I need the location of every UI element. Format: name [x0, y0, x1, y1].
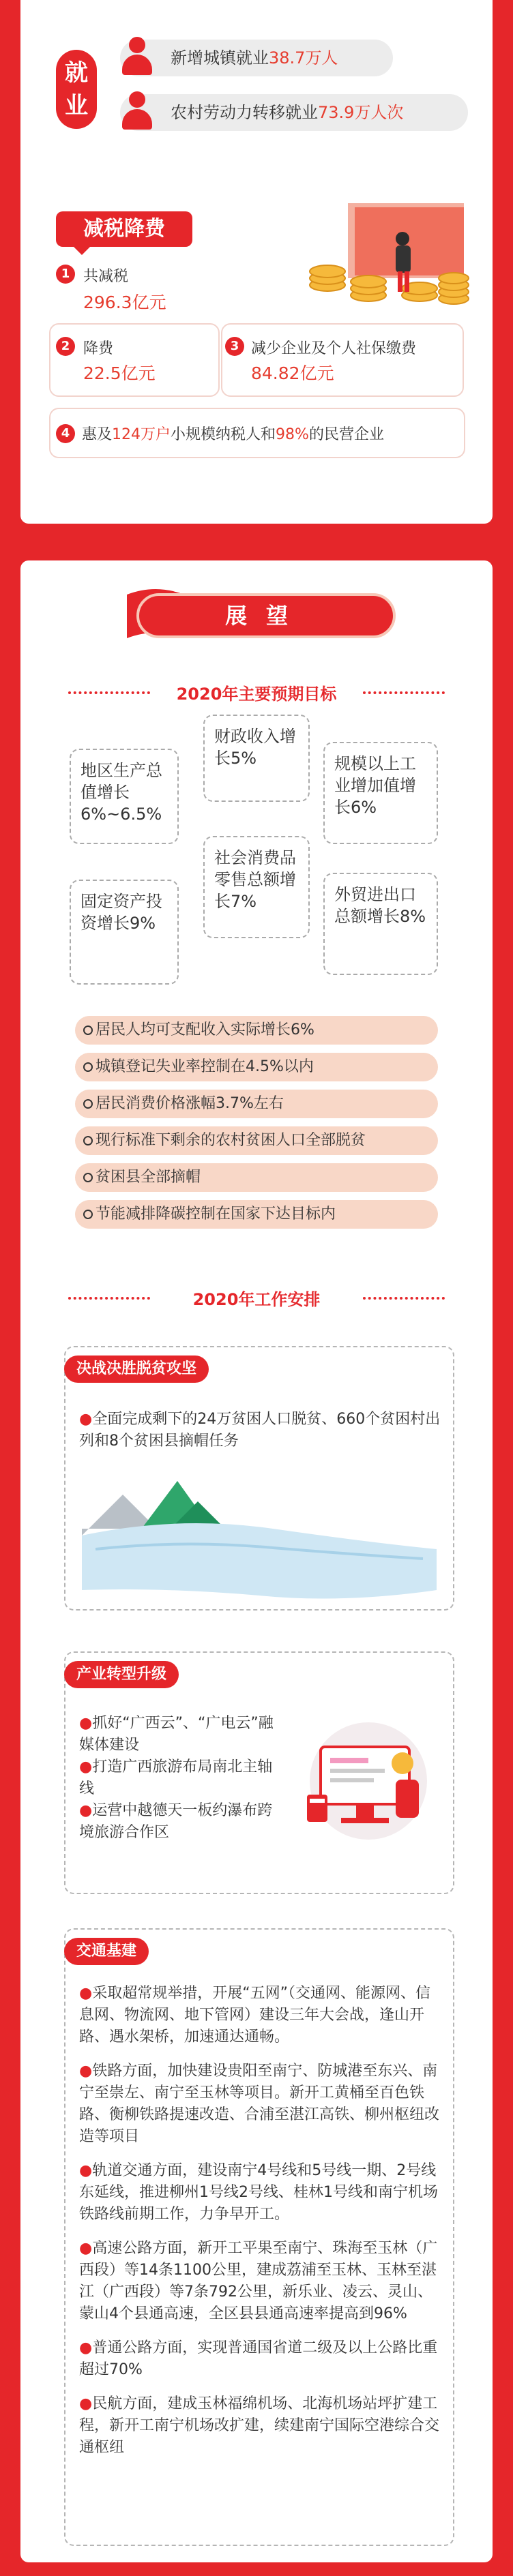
- circle-icon: [83, 1210, 93, 1219]
- social-insurance-value: 84.82亿元: [251, 363, 334, 383]
- poverty-tag: 决战决胜脱贫攻坚: [64, 1356, 209, 1383]
- goal-retail: 社会消费品零售总额增长7%: [203, 836, 310, 938]
- person-icon: [119, 91, 156, 132]
- media-illustration: [293, 1720, 443, 1842]
- transport-list: [79, 1983, 441, 2471]
- circle-icon: [83, 1062, 93, 1072]
- industry-tag: 产业转型升级: [64, 1661, 179, 1688]
- fee-number-badge: 2: [56, 337, 75, 356]
- poverty-text: ●全面完成剩下的24万贫困人口脱贫、660个贫困村出列和8个贫困县摘帽任务: [79, 1411, 441, 1450]
- tax-section-tag: 减税降费: [56, 211, 192, 247]
- urban-employment-pill: [120, 40, 393, 76]
- outlook-card: [20, 560, 493, 2562]
- divider: [363, 691, 445, 694]
- industry-list: [79, 1713, 281, 1844]
- fee-reduction-label: 降费: [83, 340, 114, 357]
- rural-transfer-value: 73.9万人次: [318, 103, 404, 122]
- inclusive-number-badge: 4: [56, 424, 75, 443]
- tax-cut-value: 296.3亿元: [83, 293, 166, 312]
- tax-cut-label: 共减税: [83, 268, 129, 285]
- inclusive-text: 惠及124万户小规模纳税人和98%的民营企业: [82, 426, 384, 443]
- urban-employment-label: 新增城镇就业: [171, 48, 269, 68]
- target-item: 现行标准下剩余的农村贫困人口全部脱贫: [75, 1126, 438, 1155]
- target-item: 居民消费价格涨幅3.7%左右: [75, 1090, 438, 1118]
- list-item: ●民航方面，建成玉林福绵机场、北海机场站坪扩建工程，新开工南宁机场改扩建，续建南宁国际空港综合交通枢纽: [79, 2395, 440, 2456]
- circle-icon: [83, 1173, 93, 1182]
- target-item: 居民人均可支配收入实际增长6%: [75, 1016, 438, 1045]
- target-item: 城镇登记失业率控制在4.5%以内: [75, 1053, 438, 1081]
- circle-icon: [83, 1099, 93, 1109]
- rural-transfer-label: 农村劳动力转移就业: [171, 103, 318, 122]
- target-item: 节能减排降碳控制在国家下达目标内: [75, 1200, 438, 1229]
- circle-icon: [83, 1136, 93, 1145]
- list-item: ●铁路方面，加快建设贵阳至南宁、防城港至东兴、南宁至崇左、南宁至玉林等项目。新开工黄桶至百色铁路、衡柳铁路提速改造、合浦至湛江高铁、柳州枢纽改造等项目: [79, 2063, 440, 2145]
- person-icon: [119, 37, 156, 78]
- mountain-illustration: [82, 1474, 437, 1604]
- outlook-ribbon-title: 展望: [136, 593, 396, 638]
- tax-number-badge: 1: [56, 265, 75, 284]
- list-item: ●采取超常规举措，开展“五网”（交通网、能源网、信息网、物流网、地下管网）建设三年大会战，逢山开路、遇水架桥，加速通达通畅。: [79, 1985, 430, 2046]
- goal-investment: 固定资产投资增长9%: [70, 880, 179, 985]
- list-item: ●打造广西旅游布局南北主轴线: [79, 1758, 273, 1797]
- list-item: ●轨道交通方面，建设南宁4号线和5号线一期、2号线东延线，推进柳州1号线2号线、桂林1号线和南宁机场铁路线前期工作，力争早开工。: [79, 2162, 438, 2223]
- rural-transfer-pill: [120, 94, 468, 131]
- list-item: ●普通公路方面，实现普通国省道二级及以上公路比重超过70%: [79, 2339, 438, 2378]
- goal-gdp: 地区生产总值增长6%~6.5%: [70, 749, 179, 844]
- goal-revenue: 财政收入增长5%: [203, 715, 310, 802]
- employment-section-title: 就业: [56, 50, 97, 129]
- divider: [363, 1297, 445, 1300]
- social-insurance-label: 减少企业及个人社保缴费: [251, 340, 417, 357]
- goals-title: 2020年主要预期目标: [176, 685, 337, 704]
- urban-employment-value: 38.7万人: [269, 48, 338, 68]
- transport-tag: 交通基建: [64, 1938, 149, 1965]
- fee-reduction-value: 22.5亿元: [83, 363, 156, 383]
- work-title: 2020年工作安排: [192, 1290, 321, 1309]
- summary-card: [20, 0, 493, 524]
- social-number-badge: 3: [225, 337, 244, 356]
- coins-illustration: [300, 203, 471, 312]
- list-item: ●高速公路方面，新开工平果至南宁、珠海至玉林（广西段）等14条1100公里，建成荔浦至玉林、玉林至湛江（广西段）等7条792公里，新乐业、凌云、灵山、蒙山4个县通高速，全区县县通高速率提高到96%: [79, 2240, 438, 2322]
- list-item: ●抓好“广西云”、“广电云”融媒体建设: [79, 1715, 274, 1754]
- target-item: 贫困县全部摘帽: [75, 1163, 438, 1192]
- circle-icon: [83, 1025, 93, 1035]
- goal-industry: 规模以上工业增加值增长6%: [323, 742, 438, 844]
- goal-trade: 外贸进出口总额增长8%: [323, 873, 438, 975]
- list-item: ●运营中越德天一板约瀑布跨境旅游合作区: [79, 1802, 273, 1841]
